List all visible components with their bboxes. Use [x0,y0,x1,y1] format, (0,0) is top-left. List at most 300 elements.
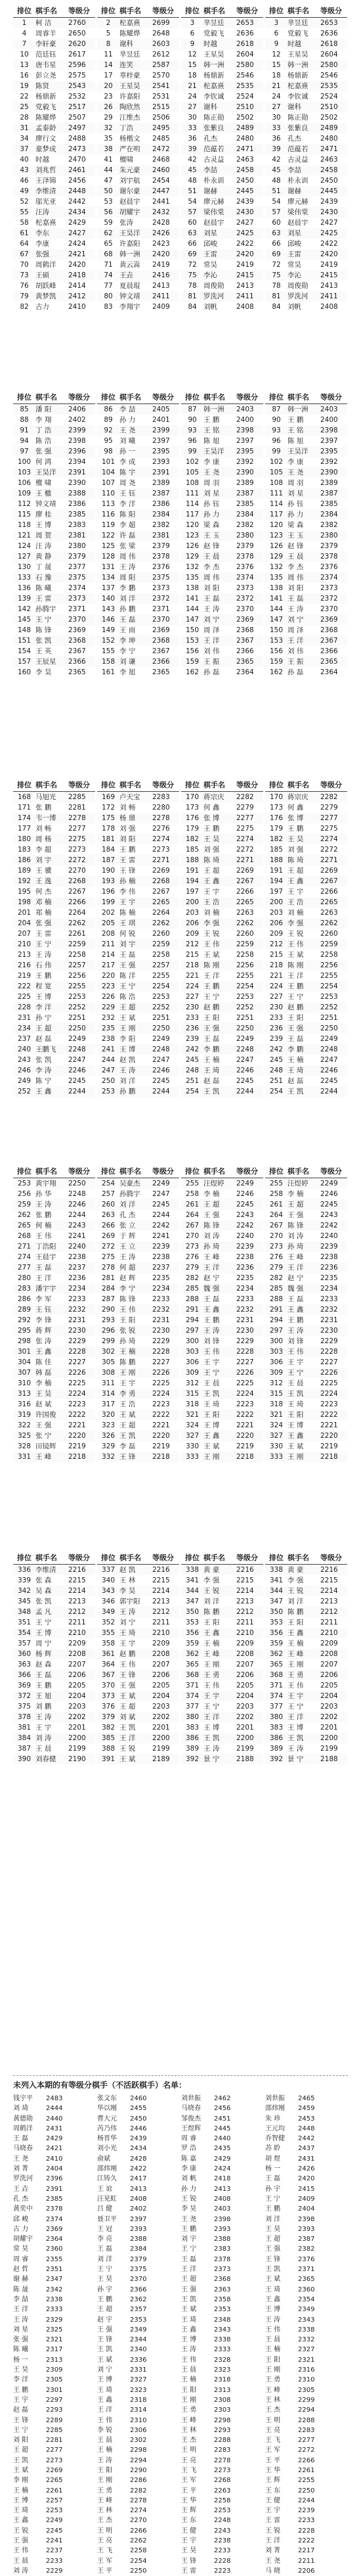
player-score: 2240 [68,1243,86,1251]
player-row [13,1262,95,1273]
player-row [181,1325,263,1336]
player-score: 2344 [130,2336,147,2344]
player-row [13,813,95,823]
player-rank: 92 [104,426,113,434]
player-rank: 341 [269,1576,284,1584]
player-score: 2209 [320,1640,338,1647]
player-name: 李 磊 [119,1442,136,1450]
player-rank: 336 [17,1566,32,1574]
player-score: 2410 [46,2155,63,2163]
player-name: 王 鹏 [119,846,136,854]
player-score: 2233 [320,1295,338,1303]
player-score: 2219 [152,1442,170,1450]
player-score: 2227 [236,1358,254,1366]
player-score: 2244 [68,1211,86,1219]
player-rank: 203 [185,909,200,917]
player-score: 2439 [236,198,254,206]
player-name: 王星昊 [287,51,308,58]
player-score: 2215 [320,1576,338,1584]
player-name: 罗 浩 [181,2145,197,2153]
header-score: 等级分 [68,1553,90,1562]
player-row [97,1722,179,1733]
player-score: 2366 [68,658,86,666]
player-score: 2222 [298,2537,315,2545]
player-row [265,39,347,49]
player-row [97,1691,179,1701]
player-rank: 258 [269,1190,284,1198]
unrated-player-row [181,2174,263,2184]
player-score: 2229 [320,1337,338,1345]
unrated-player-row [97,2556,179,2566]
player-score: 2386 [68,500,86,508]
player-rank: 380 [185,1713,200,1721]
player-score: 2235 [152,1274,170,1282]
unrated-player-row [181,2456,263,2466]
player-row [181,1410,263,1420]
player-row [97,133,179,144]
player-row [265,1357,347,1368]
player-rank: 246 [17,1067,32,1074]
player-rank: 368 [185,1671,200,1679]
unrated-player-row [265,2315,347,2325]
player-score: 2199 [152,1745,170,1753]
player-row [13,614,95,625]
player-rank: 117 [185,511,200,518]
player-name: 王 雷 [265,2517,281,2525]
player-row [181,971,263,981]
player-score: 2327 [298,2346,315,2354]
player-rank: 235 [101,1024,116,1032]
player-name: 韩一洲 [203,61,224,69]
player-rank: 252 [17,1088,32,1095]
player-rank: 132 [269,563,284,571]
player-score: 2266 [298,2456,315,2464]
player-rank: 224 [185,982,200,990]
player-score: 2234 [68,1285,86,1293]
unrated-player-row [97,2144,179,2153]
player-score: 2392 [320,458,338,466]
player-name: 赵 斌 [35,1400,52,1408]
player-row [13,1680,95,1691]
unrated-player-row [265,2516,347,2525]
player-name: 党毅飞 [287,30,308,37]
player-name: 孟 凡 [35,1608,52,1616]
unrated-player-row [13,2405,95,2415]
player-score: 2375 [130,2266,147,2274]
player-name: 邱峻 [203,240,217,248]
player-name: 李沁 [203,271,217,279]
player-rank: 289 [17,1306,32,1314]
player-rank: 294 [185,1316,200,1324]
player-row [181,1617,263,1628]
player-name: 王 涛 [203,1327,220,1335]
player-rank: 348 [17,1608,32,1616]
player-rank: 156 [185,647,200,655]
player-name: 王 明 [97,2527,113,2535]
player-rank: 5 [106,30,111,37]
player-name: 王 磊 [287,1295,304,1303]
player-row [181,1220,263,1231]
unrated-player-row [13,2416,95,2426]
player-name: 王 锋 [119,1671,136,1679]
player-row [181,918,263,929]
player-row [181,1378,263,1389]
player-score: 2489 [236,124,254,132]
player-row [181,154,263,165]
player-rank: 304 [17,1358,32,1366]
player-name: 孔杰 [287,135,301,143]
unrated-player-row [13,2466,95,2475]
player-row [265,1399,347,1410]
player-row [181,260,263,270]
player-score: 2383 [214,2245,231,2253]
unrated-player-row [97,2134,179,2144]
player-rank: 122 [101,532,116,540]
player-name: 王 宇 [203,1358,220,1366]
player-row [181,478,263,488]
player-name: 张紫良 [287,124,308,132]
player-name: 王 伟 [287,940,304,948]
player-row [13,509,95,520]
player-rank: 67 [20,250,29,258]
player-name: 王 鹏 [287,416,304,424]
player-row [181,604,263,614]
player-name: 王 伟 [119,1661,136,1668]
player-name: 王 磊 [119,616,136,624]
player-name: 刘 锋 [287,1337,304,1345]
player-rank: 278 [101,1264,116,1272]
player-score: 2231 [236,1316,254,1324]
player-row [97,1617,179,1628]
player-name: 孙 宇 [97,2286,113,2293]
unrated-player-row [97,2516,179,2525]
player-name: 赵晨宇 [119,198,140,206]
player-score: 2413 [152,282,170,290]
player-rank: 182 [269,835,284,843]
player-score: 2277 [236,814,254,822]
player-row [181,91,263,102]
player-score: 2259 [320,940,338,948]
unrated-player-row [13,2234,95,2244]
player-rank: 215 [185,951,200,959]
player-score: 2258 [320,951,338,959]
unrated-player-row [97,2445,179,2455]
player-row [97,1283,179,1294]
player-rank: 287 [101,1295,116,1303]
player-name: 王 鑫 [265,2295,281,2303]
unrated-player-row [97,2104,179,2113]
player-row [13,897,95,908]
player-name: 卢天宝 [119,793,140,801]
player-name: 王 鑫 [203,1432,220,1440]
row-list [265,792,347,1097]
player-name: 于 辉 [119,1232,136,1240]
player-score: 2200 [236,1734,254,1742]
player-name: 李 喆 [119,405,136,413]
player-row [181,593,263,604]
player-rank: 284 [101,1285,116,1293]
player-rank: 51 [272,187,281,195]
unrated-player-row [13,2546,95,2556]
player-score: 2351 [46,2266,63,2274]
player-score: 2427 [320,219,338,227]
player-row [97,844,179,855]
player-row [181,646,263,656]
player-row [181,123,263,133]
unrated-player-row [97,2325,179,2335]
player-rank: 86 [104,405,113,413]
player-name: 古力 [35,303,49,311]
header-name: 棋手名 [287,7,309,15]
player-rank: 297 [185,1327,200,1335]
header-rank: 排位 [17,393,32,402]
player-name: 王 斌 [119,1014,136,1022]
player-name: 王 宇 [287,1358,304,1366]
player-rank: 14 [104,61,113,69]
player-row [181,1065,263,1076]
player-name: 王 涛 [203,1745,220,1753]
header-score: 等级分 [152,393,174,402]
unrated-player-row [265,2496,347,2506]
player-name: 王 锐 [181,2195,197,2203]
player-rank: 338 [185,1566,200,1574]
player-row [13,530,95,541]
player-score: 2233 [236,1295,254,1303]
player-rank: 182 [185,835,200,843]
player-score: 2604 [320,51,338,58]
player-row [13,1231,95,1241]
player-score: 2269 [320,867,338,875]
player-name: 李 昊 [119,1587,136,1595]
row-list [181,1565,263,1764]
unrated-player-row [181,2516,263,2525]
player-row [97,249,179,260]
player-rank: 70 [20,261,29,269]
player-rank: 207 [17,930,32,938]
player-rank: 230 [269,1003,284,1011]
player-row [13,281,95,291]
player-score: 2273 [46,2456,63,2464]
header-rank: 排位 [269,781,284,789]
player-name: 王 刚 [203,1661,220,1668]
player-score: 2216 [152,1566,170,1574]
player-score: 2303 [214,2406,231,2414]
player-score: 2234 [152,1285,170,1293]
player-name: 王 宇 [35,1724,52,1732]
player-name: 王 军 [265,2447,281,2454]
player-rank: 78 [188,282,197,290]
player-rank: 126 [269,542,284,550]
player-name: 王 昊 [203,835,220,843]
player-name: 王 鹏 [13,2386,29,2394]
unrated-player-row [97,2375,179,2385]
player-row [13,1607,95,1617]
player-name: 孙 钰 [287,500,304,508]
player-name: 王 晨 [265,2336,281,2344]
player-rank: 330 [185,1442,200,1450]
player-score: 2220 [236,1432,254,1440]
player-row [13,60,95,70]
player-score: 2222 [320,1411,338,1419]
player-name: 古 力 [13,2225,29,2233]
player-rank: 93 [188,426,197,434]
player-row [13,960,95,971]
player-rank: 191 [185,867,200,875]
player-score: 2385 [46,2195,63,2203]
player-score: 2463 [236,156,254,164]
ranking-column [181,1166,263,1462]
player-row [97,971,179,981]
player-score: 2220 [68,1432,86,1440]
player-name: 陈 刚 [287,961,304,969]
player-rank: 267 [269,1222,284,1230]
player-row [13,415,95,425]
player-score: 2575 [68,72,86,80]
player-rank: 69 [272,250,281,258]
player-name: 范蕴若 [287,145,308,153]
player-rank: 46 [20,177,29,185]
player-rank: 233 [185,1014,200,1022]
player-rank: 327 [185,1432,200,1440]
player-name: 李 洋 [119,500,136,508]
player-name: 王 东 [181,2517,197,2525]
player-name: 王 铭 [287,426,304,434]
player-row [265,897,347,908]
ranking-column [97,1552,179,1764]
player-name: 王 林 [119,1576,136,1584]
player-score: 2425 [236,229,254,237]
player-name: 李 强 [203,919,220,927]
player-rank: 20 [104,82,113,90]
player-score: 2279 [236,804,254,812]
player-score: 2263 [214,2487,231,2495]
player-name: 张 强 [35,919,52,927]
player-name: 刘帆 [203,303,217,311]
player-score: 2305 [46,2376,63,2384]
player-row [265,1410,347,1420]
player-score: 2271 [320,856,338,864]
player-name: 刘 强 [287,846,304,854]
player-rank: 218 [185,961,200,969]
unrated-player-row [97,2355,179,2365]
unrated-player-row [265,2134,347,2144]
player-score: 2283 [152,793,170,801]
player-score: 2261 [68,930,86,938]
player-rank: 312 [185,1379,200,1387]
player-row [97,436,179,446]
player-name: 刘 宁 [119,1619,136,1626]
player-name: 李 鹏 [203,1046,220,1053]
player-score: 2399 [152,426,170,434]
player-name: 刘 星 [203,490,220,497]
player-score: 2403 [214,2205,231,2213]
player-score: 2367 [152,647,170,655]
player-rank: 75 [188,271,197,279]
player-row [265,1420,347,1431]
player-name: 王昊洋 [35,469,56,476]
player-rank: 232 [101,1014,116,1022]
player-name: 王 宁 [35,940,52,948]
row-list [265,404,347,678]
player-row [265,1368,347,1378]
unrated-player-row [97,2506,179,2516]
player-row [97,60,179,70]
player-name: 王 涛 [203,605,220,613]
player-name: 刘 涛 [203,1232,220,1240]
player-score: 2371 [152,605,170,613]
player-name: 周睿羊 [35,30,56,37]
player-rank: 264 [185,1211,200,1219]
player-name: 王 宇 [119,1379,136,1387]
player-row [97,614,179,625]
unrated-player-row [181,2305,263,2314]
player-name: 刘小光 [97,2145,117,2153]
player-row [97,1044,179,1055]
player-name: 王 伟 [203,1682,220,1690]
unrated-player-row [265,2345,347,2355]
player-score: 2237 [152,1264,170,1272]
player-score: 2270 [68,867,86,875]
player-row [181,1441,263,1452]
player-score: 2415 [236,271,254,279]
player-name: 李 翔 [35,416,52,424]
player-score: 2507 [68,114,86,122]
player-rank: 206 [185,919,200,927]
player-row [265,572,347,583]
player-rank: 389 [269,1745,284,1753]
player-name: 刘宇航 [119,177,140,185]
player-name: 王 平 [181,2487,197,2495]
row-list [97,1178,179,1462]
unrated-player-row [181,2265,263,2274]
player-rank: 197 [185,888,200,896]
player-name: 马 晓 [265,2567,281,2575]
player-row [13,1565,95,1575]
player-rank: 241 [101,1046,116,1053]
player-row [13,1431,95,1441]
player-score: 2244 [320,1088,338,1095]
player-name: 刘 洋 [97,2255,113,2263]
unrated-column [181,2094,263,2576]
player-row [181,583,263,593]
player-name: 孙腾宇 [35,605,56,613]
player-rank: 39 [188,145,197,153]
player-name: 王 凯 [119,1724,136,1732]
player-score: 2276 [152,825,170,833]
player-score: 2515 [152,103,170,111]
player-rank: 305 [101,1358,116,1366]
player-rank: 113 [101,500,116,508]
player-row [181,270,263,281]
player-name: 周俊勋 [203,282,224,290]
player-row [265,813,347,823]
player-score: 2442 [68,198,86,206]
player-row [97,876,179,886]
player-score: 2204 [236,1692,254,1700]
player-row [97,541,179,551]
player-rank: 299 [101,1337,116,1345]
player-rank: 142 [17,605,32,613]
player-row [97,667,179,678]
unrated-player-row [181,2375,263,2385]
player-name: 王 明 [265,2416,281,2424]
player-score: 2408 [130,2195,147,2203]
player-row [13,1346,95,1357]
player-rank: 314 [101,1390,116,1398]
player-name: 王 杰 [181,2437,197,2445]
player-name: 张文东 [97,2095,117,2102]
player-score: 2429 [46,2135,63,2143]
